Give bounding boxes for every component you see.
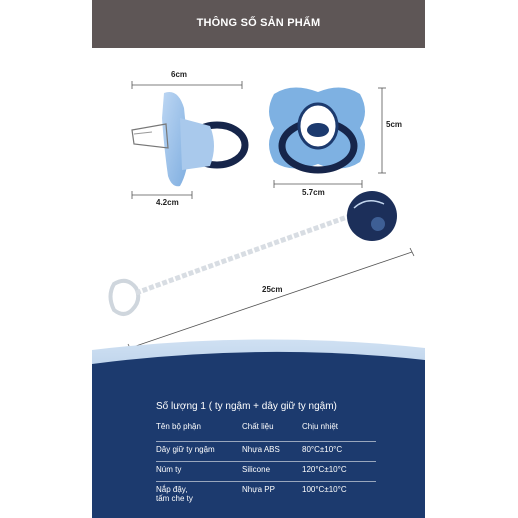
- table-row: [156, 442, 376, 462]
- dim-side-depth: 4.2cm: [156, 198, 179, 207]
- product-spec-card: [92, 0, 425, 518]
- row-part: Nắp đậy, tấm che ty: [156, 482, 242, 512]
- spec-table-header: [156, 419, 376, 442]
- table-row: [156, 482, 376, 512]
- dim-chain-length: 25cm: [262, 285, 283, 294]
- row-material: Nhựa PP: [242, 482, 302, 512]
- page-title: THÔNG SỐ SẢN PHẨM: [196, 17, 321, 29]
- col-material: Chất liệu: [242, 422, 274, 431]
- dim-side-width: 6cm: [171, 70, 188, 79]
- row-heat: 80°C±10°C: [302, 442, 376, 462]
- pacifier-front-view: [269, 87, 386, 188]
- col-heat: Chịu nhiệt: [302, 422, 339, 431]
- row-part: Dây giữ ty ngậm: [156, 442, 242, 462]
- pacifier-side-view: [132, 81, 245, 199]
- col-part: Tên bộ phận: [156, 422, 201, 431]
- table-row: [156, 462, 376, 482]
- row-heat: 100°C±10°C: [302, 482, 376, 512]
- row-heat: 120°C±10°C: [302, 462, 376, 482]
- quantity-title: Số lượng 1 ( ty ngậm + dây giữ ty ngậm): [156, 401, 337, 412]
- row-material: Silicone: [242, 462, 302, 482]
- header-bar: [92, 0, 425, 48]
- row-material: Nhựa ABS: [242, 442, 302, 462]
- pacifier-holder-chain: [111, 191, 415, 352]
- row-part: Núm ty: [156, 462, 242, 482]
- spec-table: [156, 419, 376, 511]
- dim-front-width: 5.7cm: [302, 188, 325, 197]
- dim-front-height: 5cm: [386, 120, 403, 129]
